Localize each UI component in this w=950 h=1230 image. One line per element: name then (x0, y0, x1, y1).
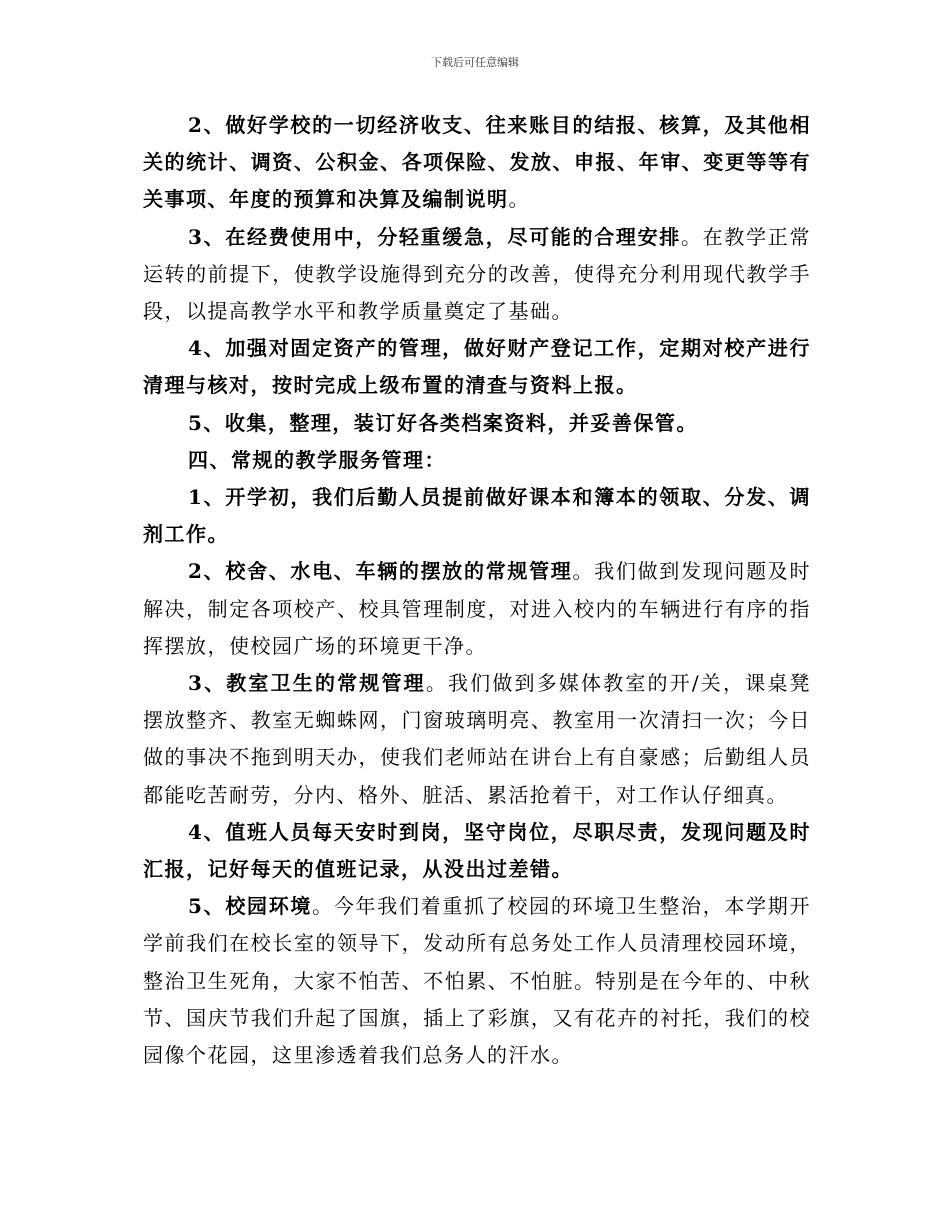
paragraph (143, 405, 811, 442)
paragraph (143, 479, 811, 553)
paragraph (143, 553, 811, 665)
paragraph-bold-text: 1、开学初，我们后勤人员提前做好课本和簿本的领取、分发、调剂工作。 (143, 485, 811, 547)
paragraph (143, 665, 811, 814)
paragraph-bold-text: 3、在经费使用中，分轻重缓急，尽可能的合理安排 (188, 224, 681, 249)
paragraph (143, 888, 811, 1074)
paragraph-text: 。我们做到多媒体教室的开/关，课桌凳摆放整齐、教室无蜘蛛网，门窗玻璃明亮、教室用一次清扫一次；今日做的事决不拖到明天办，使我们老师站在讲台上有自豪感；后勤组人员都能吃苦耐劳，分内、格外、脏活、累活抢着干，对工作认仔细真。 (143, 671, 811, 807)
paragraph-bold-text: 2、做好学校的一切经济收支、往来账目的结报、核算，及其他相关的统计、调资、公积金、各项保险、发放、申报、年审、变更等等有关事项、年度的预算和决算及编制说明 (143, 113, 811, 212)
paragraph-bold-text: 4、值班人员每天安时到岗，坚守岗位，尽职尽责，发现问题及时汇报，记好每天的值班记录，从没出过差错。 (143, 819, 811, 882)
paragraph-text: 。 (508, 187, 530, 212)
section-heading (143, 442, 811, 479)
paragraph (143, 107, 811, 219)
paragraph (143, 219, 811, 331)
paragraph-bold-text: 2、校舍、水电、车辆的摆放的常规管理 (188, 559, 573, 584)
paragraph-bold-text: 5、收集，整理，装订好各类档案资料，并妥善保管。 (188, 410, 698, 435)
paragraph-text: 。在教学正常运转的前提下，使教学设施得到充分的改善，使得充分利用现代教学手段，以提高教学水平和教学质量奠定了基础。 (143, 224, 811, 324)
section-heading-text: 四、常规的教学服务管理： (188, 447, 446, 472)
paragraph-text: 。我们做到发现问题及时解决，制定各项校产、校具管理制度，对进入校内的车辆进行有序的指挥摆放，使校园广场的环境更干净。 (143, 559, 812, 658)
paragraph-bold-text: 3、教室卫生的常规管理 (188, 671, 426, 696)
page-header: 下载后可任意编辑 (431, 56, 519, 69)
document-body (143, 107, 811, 1074)
paragraph (143, 814, 811, 888)
paragraph-bold-text: 4、加强对固定资产的管理，做好财产登记工作，定期对校产进行清理与核对，按时完成上级布置的清查与资料上报。 (143, 336, 811, 398)
paragraph-bold-text: 5、校园环境 (188, 894, 313, 919)
paragraph-text: 。今年我们着重抓了校园的环境卫生整治，本学期开学前我们在校长室的领导下，发动所有总务处工作人员清理校园环境，整治卫生死角，大家不怕苦、不怕累、不怕脏。特别是在今年的、中秋节、国庆节我们升起了国旗，插上了彩旗，又有花卉的衬托，我们的校园像个花园，这里渗透着我们总务人的汗水。 (143, 894, 812, 1068)
paragraph (143, 330, 811, 404)
